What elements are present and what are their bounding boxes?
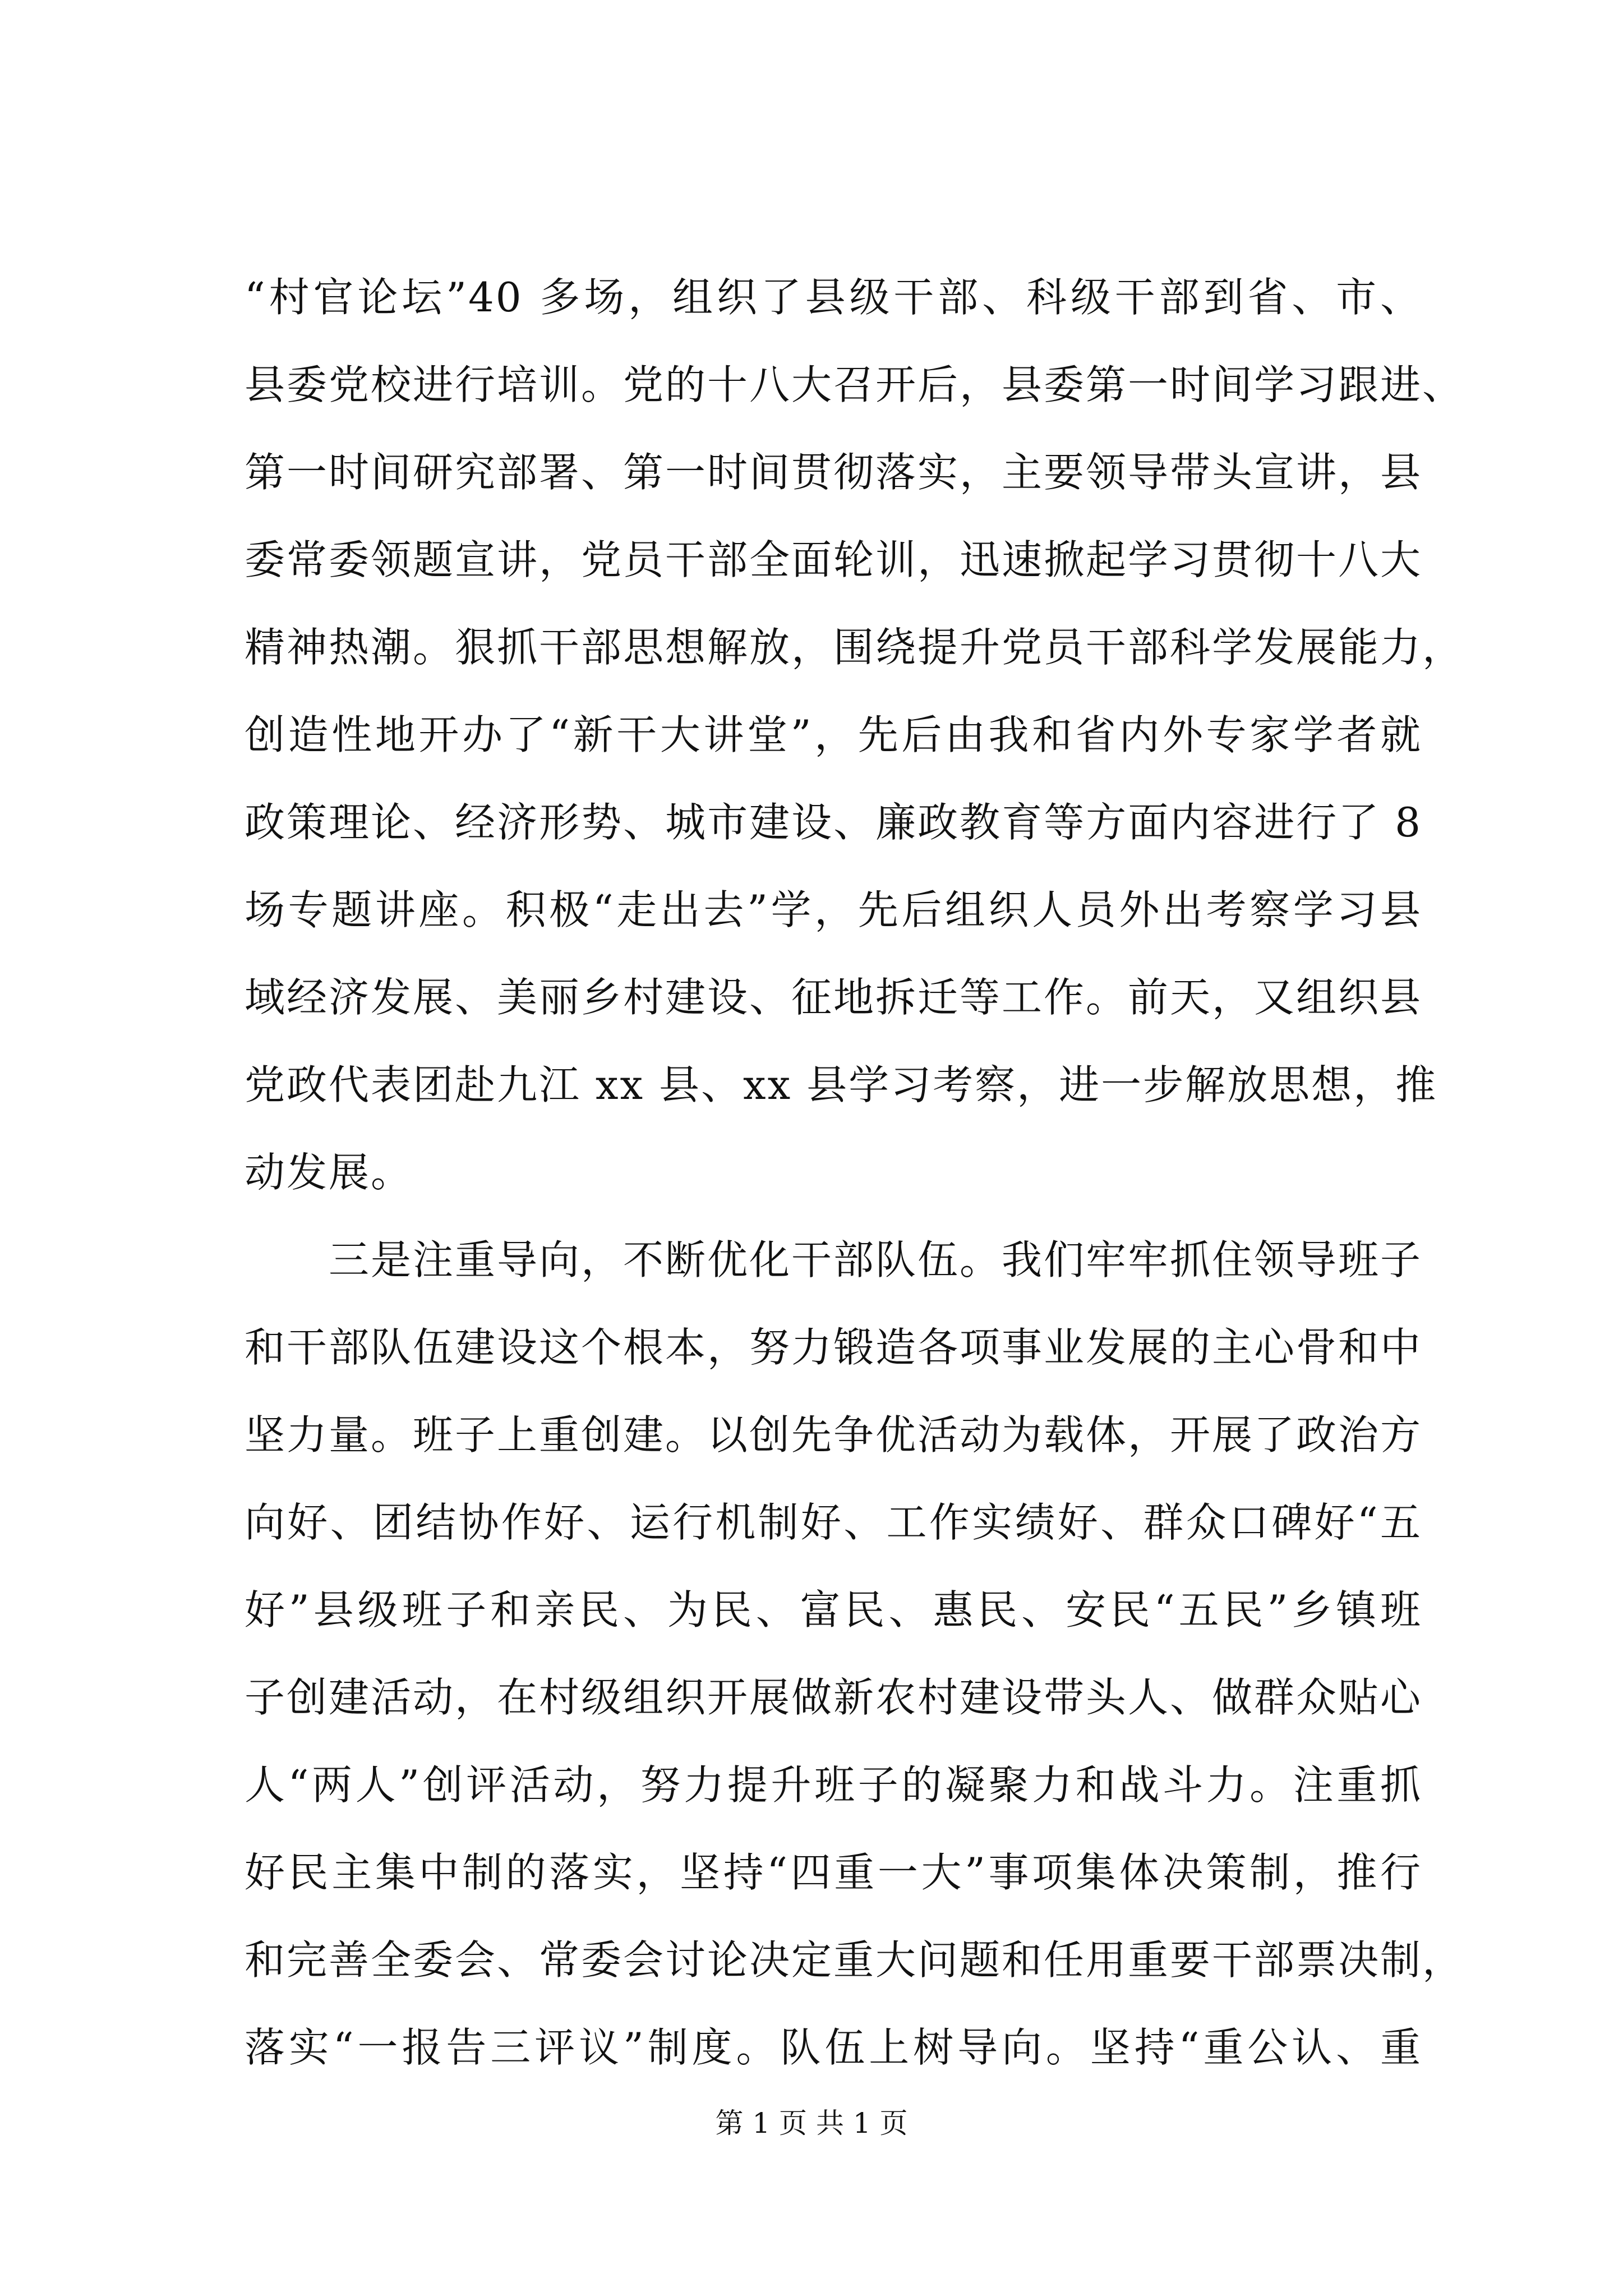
- text-line: 好民主集中制的落实，坚持“四重一大”事项集体决策制，推行: [245, 1849, 1422, 1896]
- paragraph-start-line: 三是注重导向，不断优化干部队伍。我们牢牢抓住领导班子: [329, 1236, 1423, 1283]
- text-line: 落实“一报告三评议”制度。队伍上树导向。坚持“重公认、重: [245, 2024, 1422, 2071]
- text-line: 委常委领题宣讲，党员干部全面轮训，迅速掀起学习贯彻十八大: [245, 536, 1423, 583]
- text-line: 场专题讲座。积极“走出去”学，先后组织人员外出考察学习县: [245, 886, 1422, 933]
- text-line: 创造性地开办了“新干大讲堂”，先后由我和省内外专家学者就: [245, 711, 1422, 758]
- text-line: “村官论坛”40 多场，组织了县级干部、科级干部到省、市、: [245, 274, 1422, 321]
- text-line: 向好、团结协作好、运行机制好、工作实绩好、群众口碑好“五: [245, 1499, 1422, 1546]
- text-line: 精神热潮。狠抓干部思想解放，围绕提升党员干部科学发展能力，: [245, 624, 1465, 671]
- text-line: 子创建活动，在村级组织开展做新农村建设带头人、做群众贴心: [245, 1674, 1423, 1721]
- text-line: 和干部队伍建设这个根本，努力锻造各项事业发展的主心骨和中: [245, 1324, 1423, 1371]
- text-line: 县委党校进行培训。党的十八大召开后，县委第一时间学习跟进、: [245, 361, 1465, 408]
- text-line: 党政代表团赴九江 xx 县、xx 县学习考察，进一步解放思想，推: [245, 1061, 1438, 1108]
- text-line: 动发展。: [245, 1149, 413, 1196]
- text-line: 和完善全委会、常委会讨论决定重大问题和任用重要干部票决制，: [245, 1936, 1465, 1984]
- text-line: 坚力量。班子上重创建。以创先争优活动为载体，开展了政治方: [245, 1411, 1423, 1458]
- page-footer: [0, 2106, 1623, 2140]
- page-number-label: 第 1 页 共 1 页: [715, 2107, 908, 2139]
- text-line: 人“两人”创评活动，努力提升班子的凝聚力和战斗力。注重抓: [245, 1761, 1422, 1809]
- text-line: 第一时间研究部署、第一时间贯彻落实，主要领导带头宣讲，县: [245, 449, 1423, 496]
- text-line: 好”县级班子和亲民、为民、富民、惠民、安民“五民”乡镇班: [245, 1586, 1422, 1634]
- text-line: 域经济发展、美丽乡村建设、征地拆迁等工作。前天，又组织县: [245, 974, 1423, 1021]
- document-body: [245, 254, 1465, 2091]
- text-line: 政策理论、经济形势、城市建设、廉政教育等方面内容进行了 8: [245, 799, 1422, 846]
